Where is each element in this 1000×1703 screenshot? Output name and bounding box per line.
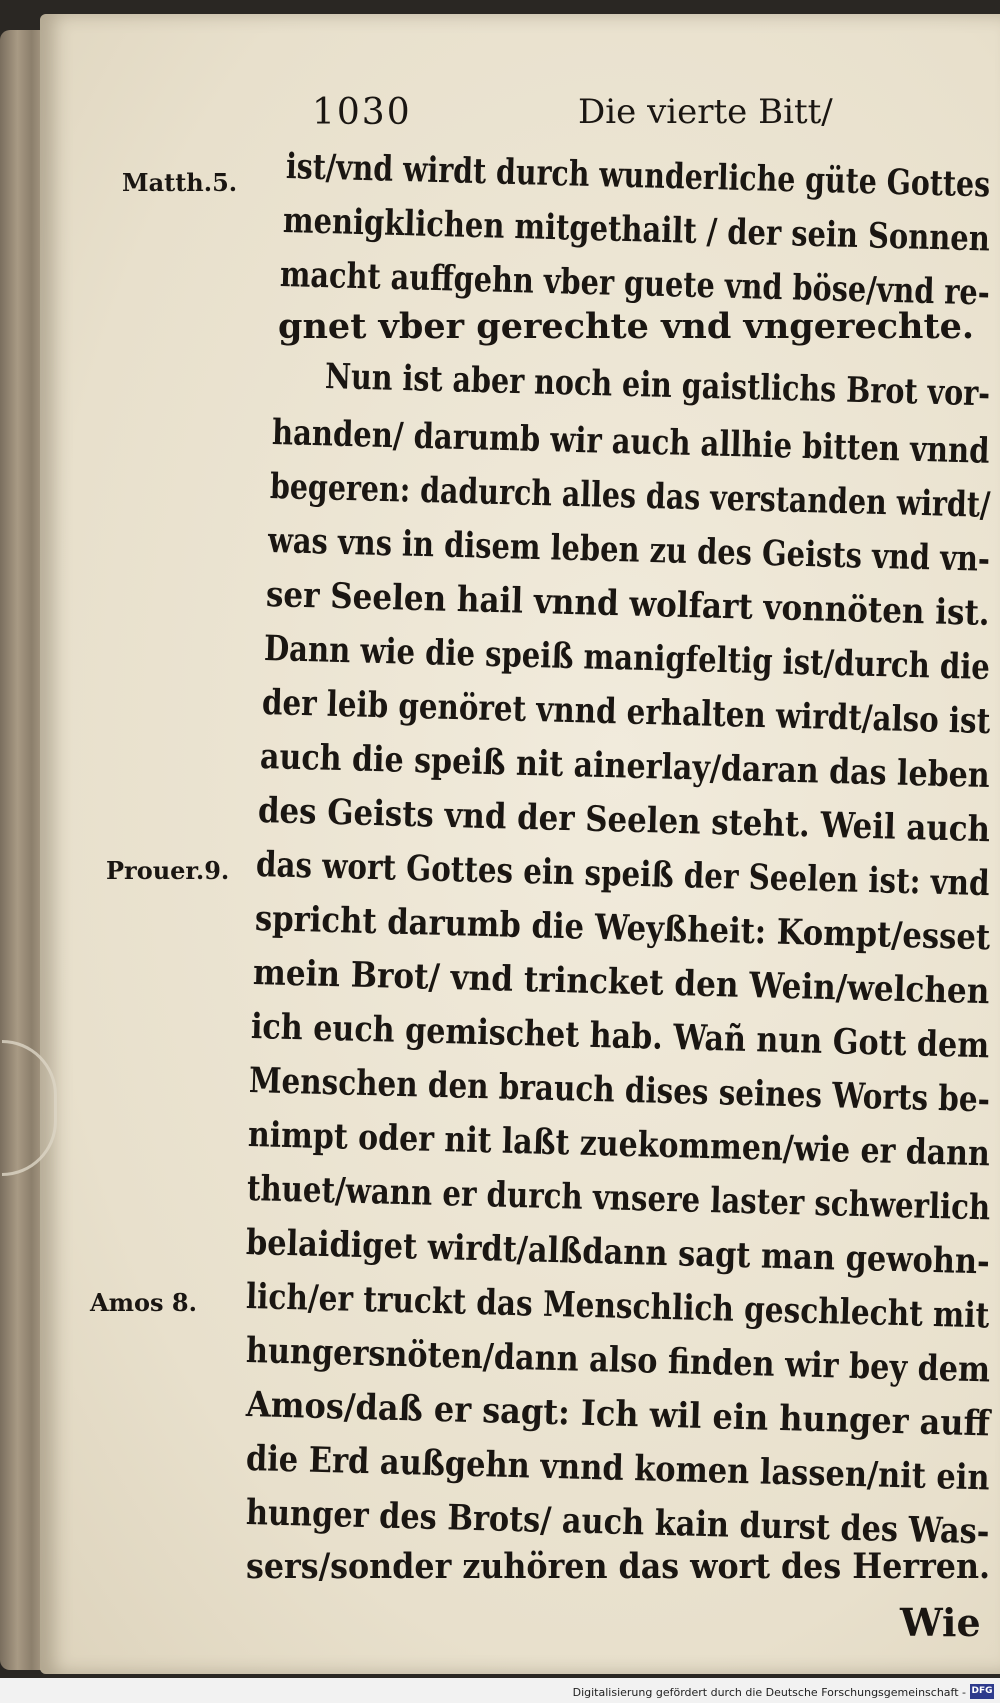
text-line: spricht darumb die Weyßheit: Kompt/esset: [254, 898, 991, 959]
dfg-credit: Digitalisierung gefördert durch die Deutsche Forschungsgemeinschaft -: [572, 1686, 966, 1699]
text-line: nimpt oder nit laßt zuekommen/wie er dann: [247, 1114, 991, 1175]
text-line: menigklichen mitgethailt / der sein Sonnen: [282, 200, 991, 260]
catchword: Wie: [900, 1600, 981, 1645]
text-line: gnet vber gerechte vnd vngerechte.: [278, 306, 975, 347]
margin-note-proverbs: Prouer.9.: [106, 856, 230, 885]
text-line: Menschen den brauch dises seines Worts be-: [248, 1060, 991, 1121]
margin-note-matthew: Matth.5.: [122, 168, 238, 197]
text-line: begeren: dadurch alles das verstanden wirdt/: [269, 466, 991, 526]
text-line: mein Brot/ vnd trincket den Wein/welchen: [252, 952, 990, 1013]
margin-note-amos: Amos 8.: [90, 1288, 197, 1317]
page-number: 1030: [312, 92, 412, 133]
text-line: macht auffgehn vber guete vnd böse/vnd re-: [279, 254, 991, 314]
text-line: ser Seelen hail vnnd wolfart vonnöten ist.: [265, 574, 991, 634]
text-line: Nun ist aber noch ein gaistlichs Brot vor-: [324, 356, 991, 415]
dfg-logo: DFG: [970, 1684, 994, 1699]
text-line: hungersnöten/dann also finden wir bey dem: [245, 1330, 991, 1391]
text-line: belaidiget wirdt/alßdann sagt man gewohn-: [245, 1222, 991, 1283]
text-line: handen/ darumb wir auch allhie bitten vnnd: [271, 412, 991, 472]
text-line: des Geists vnd der Seelen steht. Weil auch: [257, 790, 991, 851]
text-line: die Erd außgehn vnnd komen lassen/nit ein: [245, 1438, 991, 1499]
text-line: thuet/wann er durch vnsere laster schwerlich: [246, 1168, 991, 1229]
text-line: sers/sonder zuhören das wort des Herren.: [246, 1546, 991, 1587]
text-line: was vns in disem leben zu des Geists vnd vn-: [267, 520, 991, 580]
text-line: hunger des Brots/ auch kain durst des Was-: [245, 1492, 990, 1553]
running-header: Die vierte Bitt/: [578, 92, 833, 132]
text-line: das wort Gottes ein speiß der Seelen ist: vnd: [255, 844, 991, 905]
text-line: ich euch gemischet hab. Wañ nun Gott dem: [250, 1006, 990, 1067]
text-line: lich/er truckt das Menschlich geschlecht mit: [245, 1276, 990, 1337]
text-line: Dann wie die speiß manigfeltig ist/durch die: [263, 628, 991, 688]
text-line: der leib genöret vnnd erhalten wirdt/also ist: [261, 682, 991, 743]
text-line: Amos/daß er sagt: Ich wil ein hunger auff: [245, 1384, 991, 1445]
text-line: ist/vnd wirdt durch wunderliche güte Gottes: [285, 146, 991, 206]
text-line: auch die speiß nit ainerlay/daran das leben: [259, 736, 991, 797]
